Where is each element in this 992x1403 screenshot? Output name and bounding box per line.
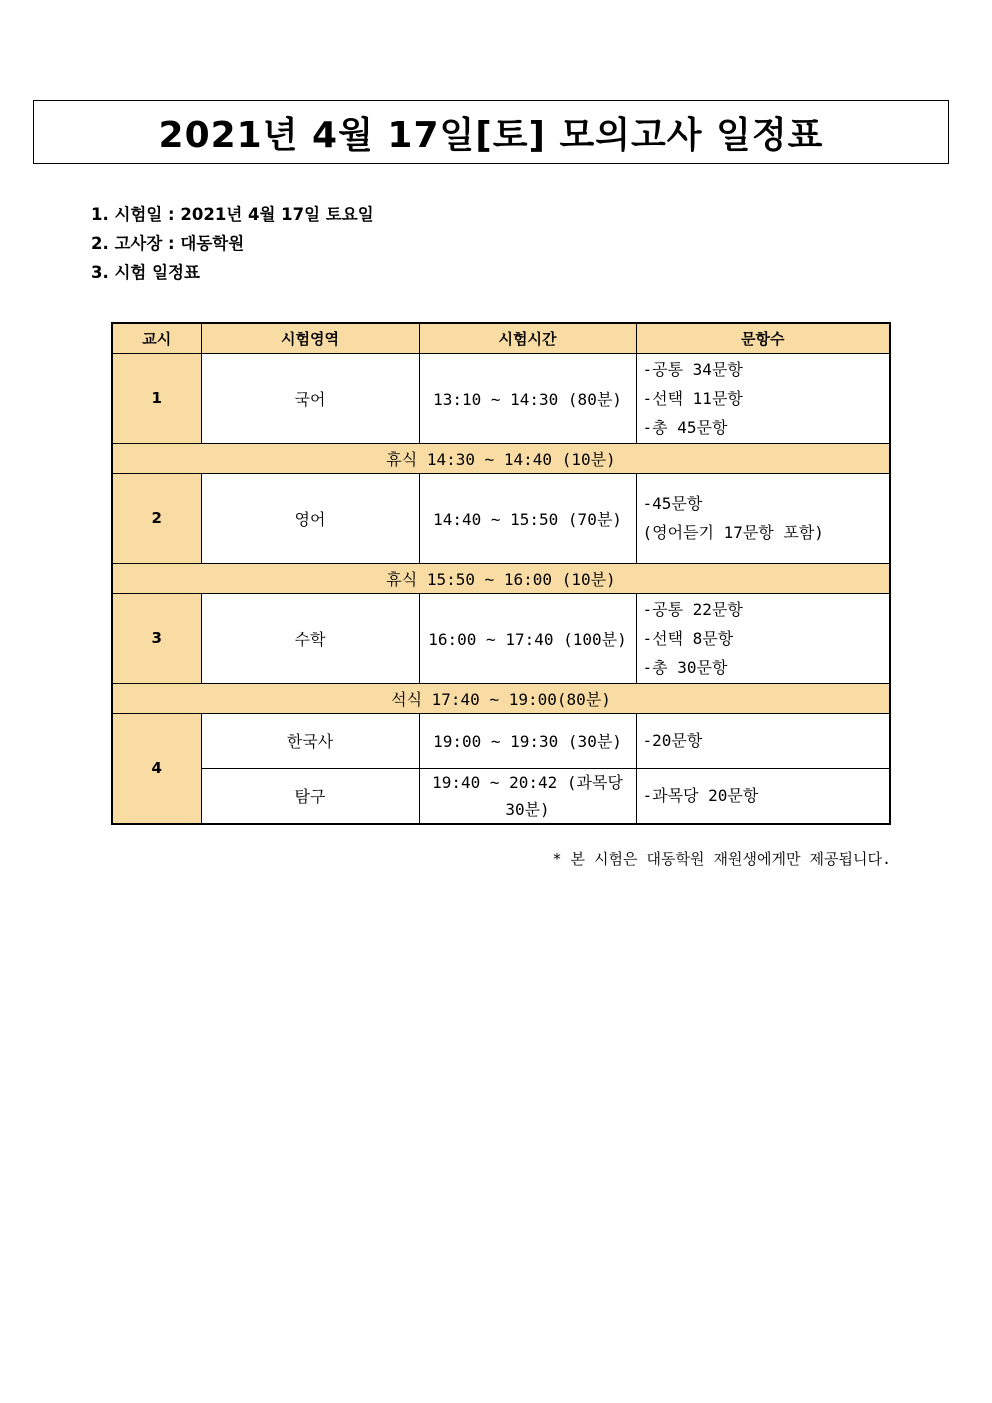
header-period: 교시 <box>112 323 201 353</box>
schedule-table <box>111 322 891 825</box>
questions-cell <box>636 473 890 563</box>
break-row <box>112 563 890 593</box>
footnote: * 본 시험은 대동학원 재원생에게만 제공됩니다. <box>552 850 891 868</box>
questions-line: -선택 8문항 <box>642 628 734 648</box>
questions-line: -선택 11문항 <box>642 388 743 408</box>
time-cell: 16:00 ~ 17:40 (100분) <box>419 593 636 683</box>
questions-line: (영어듣기 17문항 포함) <box>642 523 824 542</box>
subject-cell: 영어 <box>201 473 419 563</box>
info-exam-date: 1. 시험일 : 2021년 4월 17일 토요일 <box>91 205 374 224</box>
info-exam-venue: 2. 고사장 : 대동학원 <box>91 234 245 253</box>
period-cell: 4 <box>112 713 201 824</box>
period-cell: 3 <box>112 593 201 683</box>
break-cell: 석식 17:40 ~ 19:00(80분) <box>112 683 890 713</box>
header-subject: 시험영역 <box>201 323 419 353</box>
questions-cell: -20문항 <box>636 713 890 768</box>
questions-line: -공통 34문항 <box>642 359 743 379</box>
header-questions: 문항수 <box>636 323 890 353</box>
page-title: 2021년 4월 17일[토] 모의고사 일정표 <box>158 114 824 156</box>
questions-cell <box>636 353 890 443</box>
time-cell: 14:40 ~ 15:50 (70분) <box>419 473 636 563</box>
table-row <box>112 593 890 683</box>
break-row <box>112 683 890 713</box>
table-row <box>112 353 890 443</box>
questions-line: -총 45문항 <box>642 417 728 437</box>
time-cell: 19:40 ~ 20:42 (과목당 30분) <box>419 768 636 824</box>
time-cell: 13:10 ~ 14:30 (80분) <box>419 353 636 443</box>
period-cell: 2 <box>112 473 201 563</box>
questions-line: -총 30문항 <box>642 657 728 677</box>
break-cell: 휴식 14:30 ~ 14:40 (10분) <box>112 443 890 473</box>
info-list <box>91 200 374 287</box>
period-cell: 1 <box>112 353 201 443</box>
table-row <box>112 768 890 824</box>
subject-cell: 한국사 <box>201 713 419 768</box>
subject-cell: 국어 <box>201 353 419 443</box>
questions-line: -공통 22문항 <box>642 599 743 619</box>
questions-line: -45문항 <box>642 494 703 513</box>
break-cell: 휴식 15:50 ~ 16:00 (10분) <box>112 563 890 593</box>
questions-cell: -과목당 20문항 <box>636 768 890 824</box>
questions-cell <box>636 593 890 683</box>
table-row <box>112 473 890 563</box>
table-header-row <box>112 323 890 353</box>
subject-cell: 수학 <box>201 593 419 683</box>
subject-cell: 탐구 <box>201 768 419 824</box>
title-box <box>33 100 949 164</box>
table-row <box>112 713 890 768</box>
time-cell: 19:00 ~ 19:30 (30분) <box>419 713 636 768</box>
header-time: 시험시간 <box>419 323 636 353</box>
info-schedule-heading: 3. 시험 일정표 <box>91 263 200 282</box>
break-row <box>112 443 890 473</box>
